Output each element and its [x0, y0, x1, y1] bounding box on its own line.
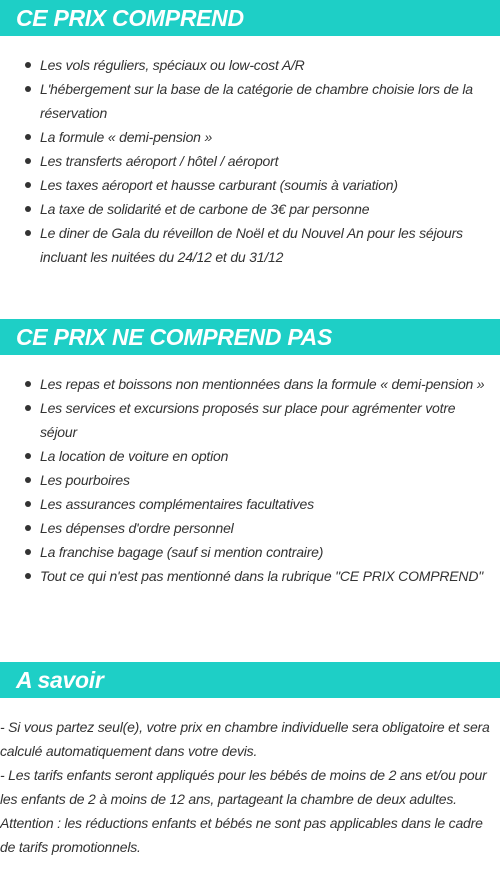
list-item [40, 396, 500, 444]
list-item-text: Les taxes aéroport et hausse carburant (soumis à variation) [40, 177, 398, 193]
info-paragraph: - Si vous partez seul(e), votre prix en chambre individuelle sera obligatoire et sera calculé automatiquement dans votre devis. [0, 719, 490, 759]
bullet-icon [25, 573, 31, 579]
info-heading: A savoir [0, 662, 500, 698]
info-notes [0, 715, 500, 859]
bullet-icon [25, 86, 31, 92]
bullet-icon [25, 182, 31, 188]
list-item [40, 77, 500, 125]
list-item-text: Les assurances complémentaires facultatives [40, 496, 314, 512]
list-item [40, 149, 500, 173]
list-item-text: La taxe de solidarité et de carbone de 3€ par personne [40, 201, 370, 217]
list-item-text: Les transferts aéroport / hôtel / aéroport [40, 153, 279, 169]
list-item-text: L'hébergement sur la base de la catégorie de chambre choisie lors de la réservation [40, 81, 473, 121]
list-item-text: Le diner de Gala du réveillon de Noël et du Nouvel An pour les séjours incluant les nuitées du 24/12 et du 31/12 [40, 225, 463, 265]
info-paragraph: Attention : les réductions enfants et bébés ne sont pas applicables dans le cadre de tarifs promotionnels. [0, 815, 483, 855]
list-item-text: La franchise bagage (sauf si mention contraire) [40, 544, 324, 560]
list-item-text: Tout ce qui n'est pas mentionné dans la rubrique "CE PRIX COMPREND" [40, 568, 484, 584]
included-heading: CE PRIX COMPREND [0, 0, 500, 36]
bullet-icon [25, 381, 31, 387]
bullet-icon [25, 134, 31, 140]
list-item [40, 173, 500, 197]
list-item-text: Les services et excursions proposés sur place pour agrémenter votre séjour [40, 400, 456, 440]
bullet-icon [25, 549, 31, 555]
list-item [40, 221, 500, 269]
bullet-icon [25, 158, 31, 164]
bullet-icon [25, 477, 31, 483]
list-item-text: Les repas et boissons non mentionnées dans la formule « demi-pension » [40, 376, 485, 392]
included-section [0, 0, 500, 269]
bullet-icon [25, 206, 31, 212]
list-item-text: La location de voiture en option [40, 448, 229, 464]
list-item [40, 468, 500, 492]
excluded-heading: CE PRIX NE COMPREND PAS [0, 319, 500, 355]
list-item-text: La formule « demi-pension » [40, 129, 213, 145]
list-item [40, 125, 500, 149]
excluded-list [0, 372, 500, 588]
list-item [40, 492, 500, 516]
info-section [0, 662, 500, 859]
bullet-icon [25, 62, 31, 68]
list-item [40, 53, 500, 77]
bullet-icon [25, 230, 31, 236]
bullet-icon [25, 453, 31, 459]
included-list [0, 53, 500, 269]
bullet-icon [25, 525, 31, 531]
info-paragraph: - Les tarifs enfants seront appliqués pour les bébés de moins de 2 ans et/ou pour les enfants de 2 à moins de 12 ans, partageant la chambre de deux adultes. [0, 767, 487, 807]
list-item-text: Les vols réguliers, spéciaux ou low-cost A/R [40, 57, 305, 73]
list-item [40, 564, 500, 588]
list-item-text: Les dépenses d'ordre personnel [40, 520, 234, 536]
excluded-section [0, 319, 500, 588]
list-item [40, 516, 500, 540]
list-item [40, 372, 500, 396]
bullet-icon [25, 501, 31, 507]
bullet-icon [25, 405, 31, 411]
list-item-text: Les pourboires [40, 472, 130, 488]
list-item [40, 444, 500, 468]
list-item [40, 540, 500, 564]
list-item [40, 197, 500, 221]
